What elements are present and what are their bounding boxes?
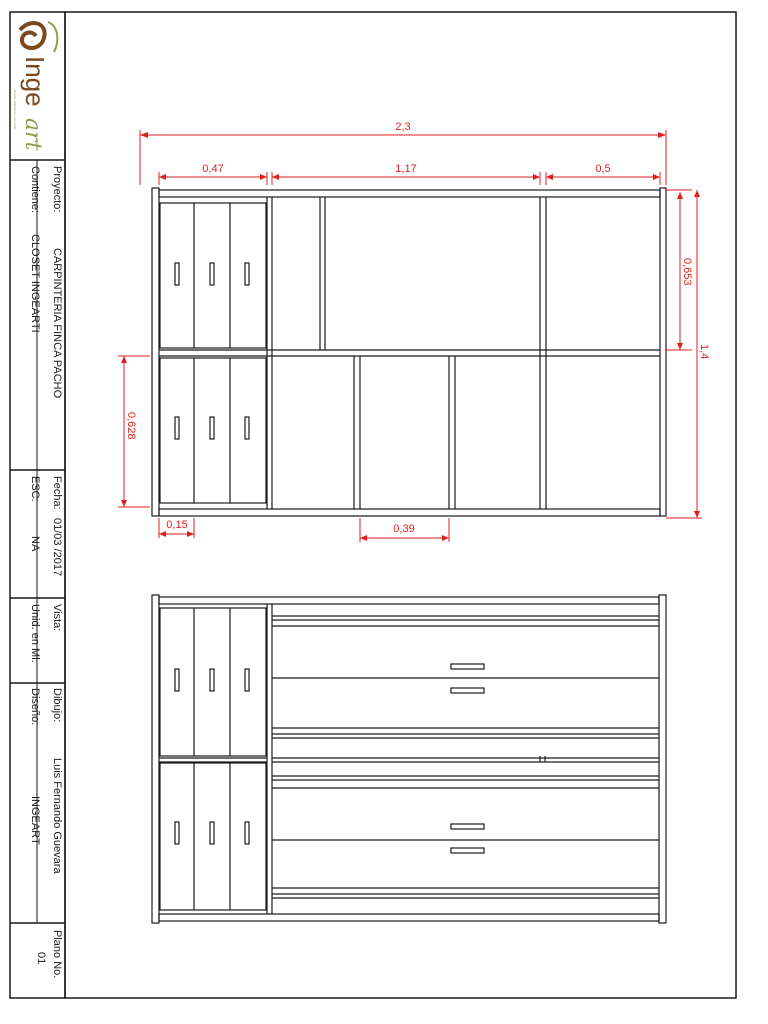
logo-script: art	[20, 118, 45, 151]
dim-lower-door-width: 0,39	[393, 523, 415, 535]
top-elevation	[152, 188, 666, 516]
sheet-border	[65, 12, 736, 998]
scale-value: NA	[29, 536, 41, 552]
drawn-label: Dibujo:	[51, 688, 63, 723]
company-logo	[13, 22, 57, 151]
dimension-arrows	[121, 132, 700, 541]
dim-upper-height: 0,653	[681, 258, 693, 286]
dim-lower-drawer-height: 0,628	[125, 412, 137, 440]
dim-base-height: 0,15	[166, 519, 188, 531]
units-label: Unid. en Ml.	[29, 604, 41, 663]
dimension-lines	[118, 130, 702, 542]
dim-total-height: 1,4	[698, 344, 710, 360]
project-value: CARPINTERIA FINCA PACHO	[51, 248, 63, 399]
dim-center-section: 1,17	[395, 163, 417, 175]
logo-tagline: Diseño, ingeniería y ejecución	[13, 90, 17, 131]
drawn-value: Luis Fernando Guevara	[51, 758, 63, 874]
logo-word: Inge	[20, 56, 50, 107]
dim-left-section: 0,47	[202, 163, 224, 175]
contains-value: CLOSET INGEARTI	[29, 234, 41, 333]
plan-value: 01	[35, 952, 47, 965]
plan-label: Plano No.	[51, 930, 63, 979]
dim-total-width: 2,3	[395, 121, 411, 133]
date-value: 01/03 /2017	[51, 518, 63, 577]
view-label: Vista:	[51, 604, 63, 632]
dim-right-section: 0,5	[595, 163, 611, 175]
design-value: INGEART	[29, 796, 41, 845]
scale-label: ESC:	[29, 476, 41, 502]
front-elevation	[152, 595, 666, 923]
contains-label: Contiene:	[29, 166, 41, 214]
project-label: Proyecto:	[51, 166, 63, 213]
date-label: Fecha:	[51, 476, 63, 510]
design-label: Diseño:	[29, 688, 41, 726]
